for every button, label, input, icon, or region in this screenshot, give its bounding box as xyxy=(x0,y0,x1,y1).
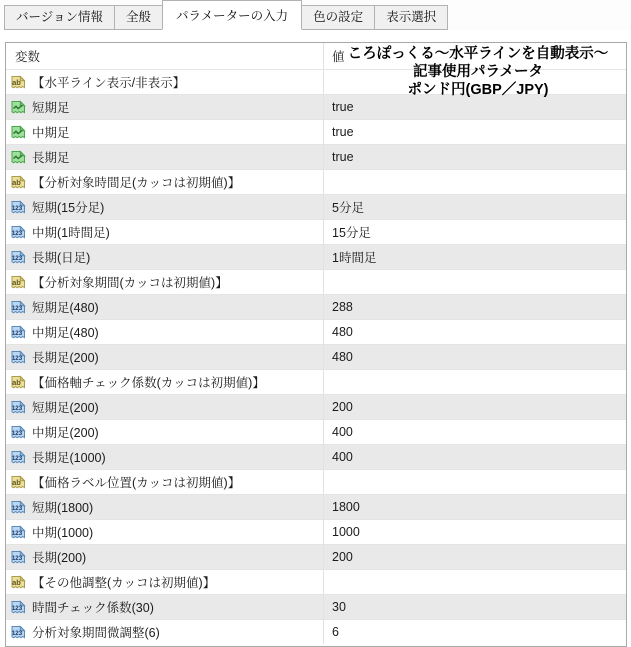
parameter-name-cell xyxy=(6,220,323,244)
parameter-value-cell[interactable] xyxy=(323,95,626,119)
table-row[interactable] xyxy=(6,419,626,444)
table-row[interactable] xyxy=(6,519,626,544)
parameter-value-cell[interactable] xyxy=(323,245,626,269)
parameter-name: 中期足 xyxy=(32,126,70,140)
text-param-icon xyxy=(10,75,26,90)
svg-text:ab: ab xyxy=(12,277,21,287)
parameter-name: 長期(日足) xyxy=(32,251,91,265)
parameter-name: 【価格軸チェック係数(カッコは初期値)】 xyxy=(32,376,265,390)
parameter-name-cell xyxy=(6,245,323,269)
text-param-icon xyxy=(10,175,26,190)
parameter-name: 短期(15分足) xyxy=(32,201,105,215)
parameter-value: 480 xyxy=(332,350,353,364)
column-header-variable: 変数 xyxy=(15,50,41,64)
parameter-name: 短期足(480) xyxy=(32,301,99,315)
svg-text:123: 123 xyxy=(11,629,23,637)
text-param-icon xyxy=(10,275,26,290)
parameter-value: true xyxy=(332,125,354,139)
table-row[interactable] xyxy=(6,94,626,119)
parameter-name-cell xyxy=(6,145,323,169)
table-body xyxy=(6,69,626,644)
parameter-name-cell xyxy=(6,120,323,144)
parameter-value: 400 xyxy=(332,425,353,439)
parameter-value-cell[interactable] xyxy=(323,345,626,369)
parameter-name: 短期足 xyxy=(32,101,70,115)
number-param-icon xyxy=(10,325,26,340)
number-param-icon xyxy=(10,225,26,240)
svg-text:123: 123 xyxy=(11,454,23,462)
parameter-name: 短期(1800) xyxy=(32,501,94,515)
parameter-name: 中期足(200) xyxy=(32,426,99,440)
parameter-name: 中期(1時間足) xyxy=(32,226,110,240)
parameter-name-cell xyxy=(6,345,323,369)
svg-text:ab: ab xyxy=(12,177,21,187)
parameter-value: 200 xyxy=(332,400,353,414)
table-row[interactable] xyxy=(6,444,626,469)
parameter-value-cell[interactable] xyxy=(323,270,626,294)
bool-chart-icon xyxy=(10,150,26,165)
svg-text:123: 123 xyxy=(11,304,23,312)
annotation-line-2: 記事使用パラメータ xyxy=(412,64,544,80)
parameter-value-cell[interactable] xyxy=(323,120,626,144)
svg-text:123: 123 xyxy=(11,229,23,237)
text-param-icon xyxy=(10,475,26,490)
svg-text:123: 123 xyxy=(11,429,23,437)
table-row[interactable] xyxy=(6,169,626,194)
tab-color-settings[interactable]: 色の設定 xyxy=(301,5,375,30)
annotation-line-1: ころぽっくる～水平ラインを自動表示～ xyxy=(347,46,609,62)
parameter-value: 5分足 xyxy=(332,201,364,215)
number-param-icon xyxy=(10,525,26,540)
table-row[interactable] xyxy=(6,319,626,344)
parameter-value-cell[interactable] xyxy=(323,395,626,419)
table-row[interactable] xyxy=(6,269,626,294)
parameter-value: true xyxy=(332,150,354,164)
parameter-value-cell[interactable] xyxy=(323,570,626,594)
parameter-value-cell[interactable] xyxy=(323,145,626,169)
tab-display-selection[interactable]: 表示選択 xyxy=(374,5,448,30)
tab-bar xyxy=(0,0,631,30)
parameter-name: 分析対象期間微調整(6) xyxy=(32,626,160,640)
parameter-name-cell xyxy=(6,520,323,544)
parameter-name-cell xyxy=(6,270,323,294)
column-header-value: 値 xyxy=(323,43,626,69)
parameter-name: 長期足 xyxy=(32,151,70,165)
parameter-value-cell[interactable] xyxy=(323,195,626,219)
parameter-value-cell[interactable] xyxy=(323,545,626,569)
parameter-name-cell xyxy=(6,370,323,394)
parameter-value: 1800 xyxy=(332,500,360,514)
parameter-name-cell xyxy=(6,445,323,469)
parameter-name-cell xyxy=(6,170,323,194)
table-row[interactable] xyxy=(6,219,626,244)
parameter-name: 長期足(1000) xyxy=(32,451,106,465)
svg-text:123: 123 xyxy=(11,254,23,262)
parameter-value-cell[interactable] xyxy=(323,70,626,94)
svg-text:ab: ab xyxy=(12,77,21,87)
table-row[interactable] xyxy=(6,594,626,619)
table-row[interactable] xyxy=(6,244,626,269)
parameter-name-cell xyxy=(6,70,323,94)
table-row[interactable] xyxy=(6,369,626,394)
parameter-name: 長期(200) xyxy=(32,551,87,565)
annotation-line-3: ポンド円(GBP／JPY) xyxy=(407,82,549,98)
table-row[interactable] xyxy=(6,69,626,94)
parameter-name: 中期(1000) xyxy=(32,526,94,540)
parameter-name-cell xyxy=(6,320,323,344)
bool-chart-icon xyxy=(10,100,26,115)
table-row[interactable] xyxy=(6,544,626,569)
table-row[interactable] xyxy=(6,144,626,169)
parameter-value: 400 xyxy=(332,450,353,464)
parameter-value-cell[interactable] xyxy=(323,620,626,644)
parameter-name-cell xyxy=(6,420,323,444)
parameter-name-cell xyxy=(6,620,323,644)
svg-text:ab: ab xyxy=(12,377,21,387)
svg-text:123: 123 xyxy=(11,329,23,337)
number-param-icon xyxy=(10,500,26,515)
parameter-value: 1時間足 xyxy=(332,251,377,265)
parameter-value-cell[interactable] xyxy=(323,445,626,469)
number-param-icon xyxy=(10,600,26,615)
tab-general[interactable]: 全般 xyxy=(114,5,163,30)
parameter-name-cell xyxy=(6,395,323,419)
number-param-icon xyxy=(10,425,26,440)
parameter-value-cell[interactable] xyxy=(323,295,626,319)
parameter-value-cell[interactable] xyxy=(323,470,626,494)
parameter-name: 長期足(200) xyxy=(32,351,99,365)
table-row[interactable] xyxy=(6,119,626,144)
parameter-name: 【その他調整(カッコは初期値)】 xyxy=(32,576,216,590)
text-param-icon xyxy=(10,575,26,590)
table-row[interactable] xyxy=(6,294,626,319)
parameter-name: 【水平ライン表示/非表示】 xyxy=(32,76,186,90)
parameter-value: 30 xyxy=(332,600,346,614)
parameter-name: 【分析対象時間足(カッコは初期値)】 xyxy=(32,176,241,190)
text-param-icon xyxy=(10,375,26,390)
table-row[interactable] xyxy=(6,469,626,494)
parameter-name: 【分析対象期間(カッコは初期値)】 xyxy=(32,276,228,290)
tab-parameter-input[interactable]: パラメーターの入力 xyxy=(162,0,302,30)
tab-version-info[interactable]: バージョン情報 xyxy=(4,5,115,30)
number-param-icon xyxy=(10,300,26,315)
svg-text:123: 123 xyxy=(11,604,23,612)
number-param-icon xyxy=(10,400,26,415)
table-header-row xyxy=(6,43,626,69)
parameter-name-cell xyxy=(6,495,323,519)
parameter-value: 200 xyxy=(332,550,353,564)
parameter-value: 6 xyxy=(332,625,339,639)
parameter-value-cell[interactable] xyxy=(323,320,626,344)
parameter-value-cell[interactable] xyxy=(323,170,626,194)
parameter-name-cell xyxy=(6,470,323,494)
parameter-table xyxy=(5,42,627,647)
parameter-name: 【価格ラベル位置(カッコは初期値)】 xyxy=(32,476,241,490)
parameter-value-cell[interactable] xyxy=(323,220,626,244)
svg-text:123: 123 xyxy=(11,404,23,412)
svg-text:123: 123 xyxy=(11,204,23,212)
number-param-icon xyxy=(10,250,26,265)
svg-text:123: 123 xyxy=(11,354,23,362)
number-param-icon xyxy=(10,625,26,640)
parameter-value-cell[interactable] xyxy=(323,495,626,519)
number-param-icon xyxy=(10,450,26,465)
table-row[interactable] xyxy=(6,194,626,219)
parameter-value-cell[interactable] xyxy=(323,520,626,544)
number-param-icon xyxy=(10,550,26,565)
parameter-name: 短期足(200) xyxy=(32,401,99,415)
number-param-icon xyxy=(10,350,26,365)
table-row[interactable] xyxy=(6,494,626,519)
parameter-name-cell xyxy=(6,195,323,219)
parameter-value-cell[interactable] xyxy=(323,420,626,444)
svg-text:ab: ab xyxy=(12,577,21,587)
parameter-name-cell xyxy=(6,570,323,594)
parameter-name-cell xyxy=(6,595,323,619)
table-row[interactable] xyxy=(6,344,626,369)
parameter-value-cell[interactable] xyxy=(323,595,626,619)
svg-text:123: 123 xyxy=(11,504,23,512)
parameter-name-cell xyxy=(6,95,323,119)
number-param-icon xyxy=(10,200,26,215)
parameter-name: 時間チェック係数(30) xyxy=(32,601,154,615)
svg-text:123: 123 xyxy=(11,529,23,537)
parameter-name-cell xyxy=(6,295,323,319)
parameter-name: 中期足(480) xyxy=(32,326,99,340)
parameter-name-cell xyxy=(6,545,323,569)
parameter-value: true xyxy=(332,100,354,114)
parameter-value: 288 xyxy=(332,300,353,314)
table-row[interactable] xyxy=(6,394,626,419)
parameter-value: 15分足 xyxy=(332,226,371,240)
table-row[interactable] xyxy=(6,619,626,644)
bool-chart-icon xyxy=(10,125,26,140)
parameter-value: 1000 xyxy=(332,525,360,539)
parameter-value: 480 xyxy=(332,325,353,339)
svg-text:123: 123 xyxy=(11,554,23,562)
svg-text:ab: ab xyxy=(12,477,21,487)
parameter-value-cell[interactable] xyxy=(323,370,626,394)
table-row[interactable] xyxy=(6,569,626,594)
